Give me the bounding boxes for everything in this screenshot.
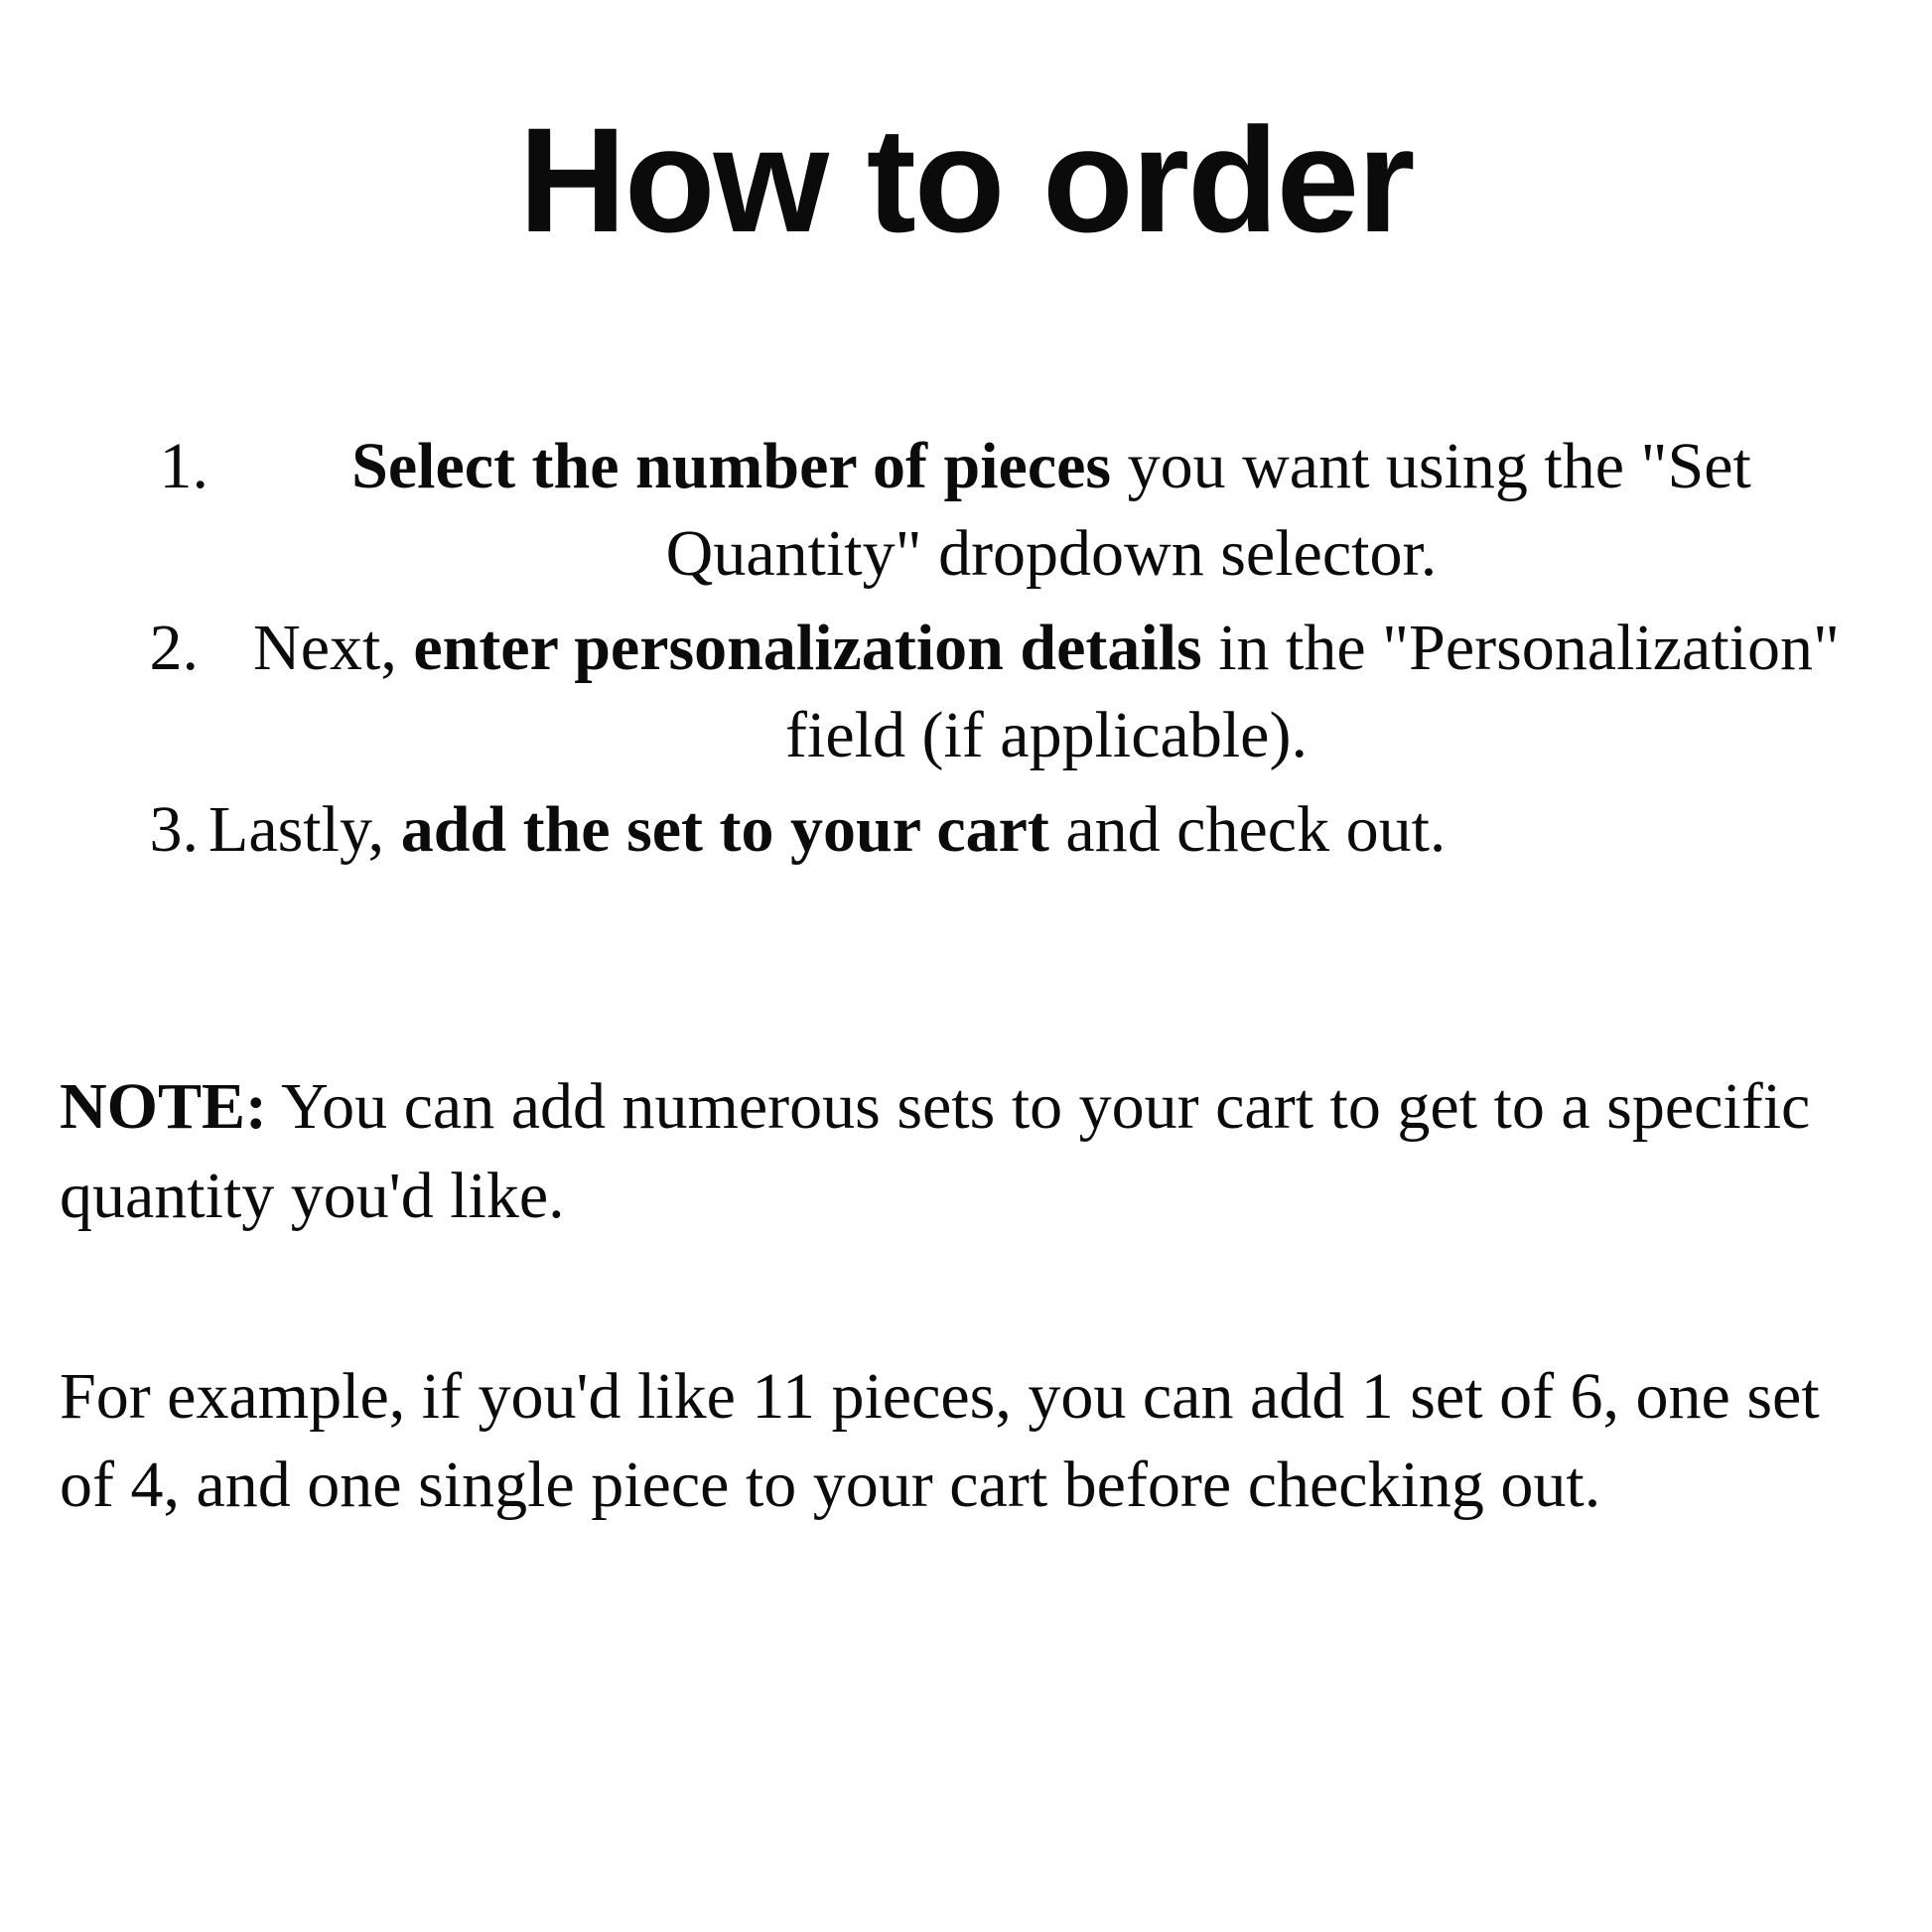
step-number: 3. <box>149 792 199 866</box>
step-text <box>220 605 1872 780</box>
step-emphasis: enter personalization details <box>413 611 1202 684</box>
note-text: You can add numerous sets to your cart to get to a specific quantity you'd like. <box>60 1070 1811 1232</box>
step-emphasis: Select the number of pieces <box>351 430 1112 502</box>
note-block <box>60 1062 1872 1241</box>
list-item <box>60 423 1872 599</box>
step-rest: you want using the "Set Quantity" dropdown selector. <box>665 430 1751 591</box>
step-number: 2. <box>149 611 199 684</box>
note-paragraph <box>60 1062 1872 1241</box>
list-item <box>60 605 1872 780</box>
list-item <box>60 786 1872 874</box>
step-text <box>208 786 1872 874</box>
step-rest: and check out. <box>1048 792 1447 866</box>
step-rest: in the "Personalization" field (if applicable). <box>785 611 1840 772</box>
how-to-order-steps <box>60 423 1872 874</box>
note-label: NOTE: <box>60 1070 268 1144</box>
step-emphasis: add the set to your cart <box>400 792 1049 866</box>
step-number: 1. <box>159 430 208 502</box>
page-title: How to order <box>518 96 1414 263</box>
step-pre: Next, <box>253 611 414 684</box>
step-pre: Lastly, <box>208 792 401 866</box>
example-paragraph: For example, if you'd like 11 pieces, you can add 1 set of 6, one set of 4, and one single piece to your cart before checking out. <box>60 1359 1820 1522</box>
step-text <box>230 423 1872 599</box>
example-block <box>60 1352 1872 1531</box>
